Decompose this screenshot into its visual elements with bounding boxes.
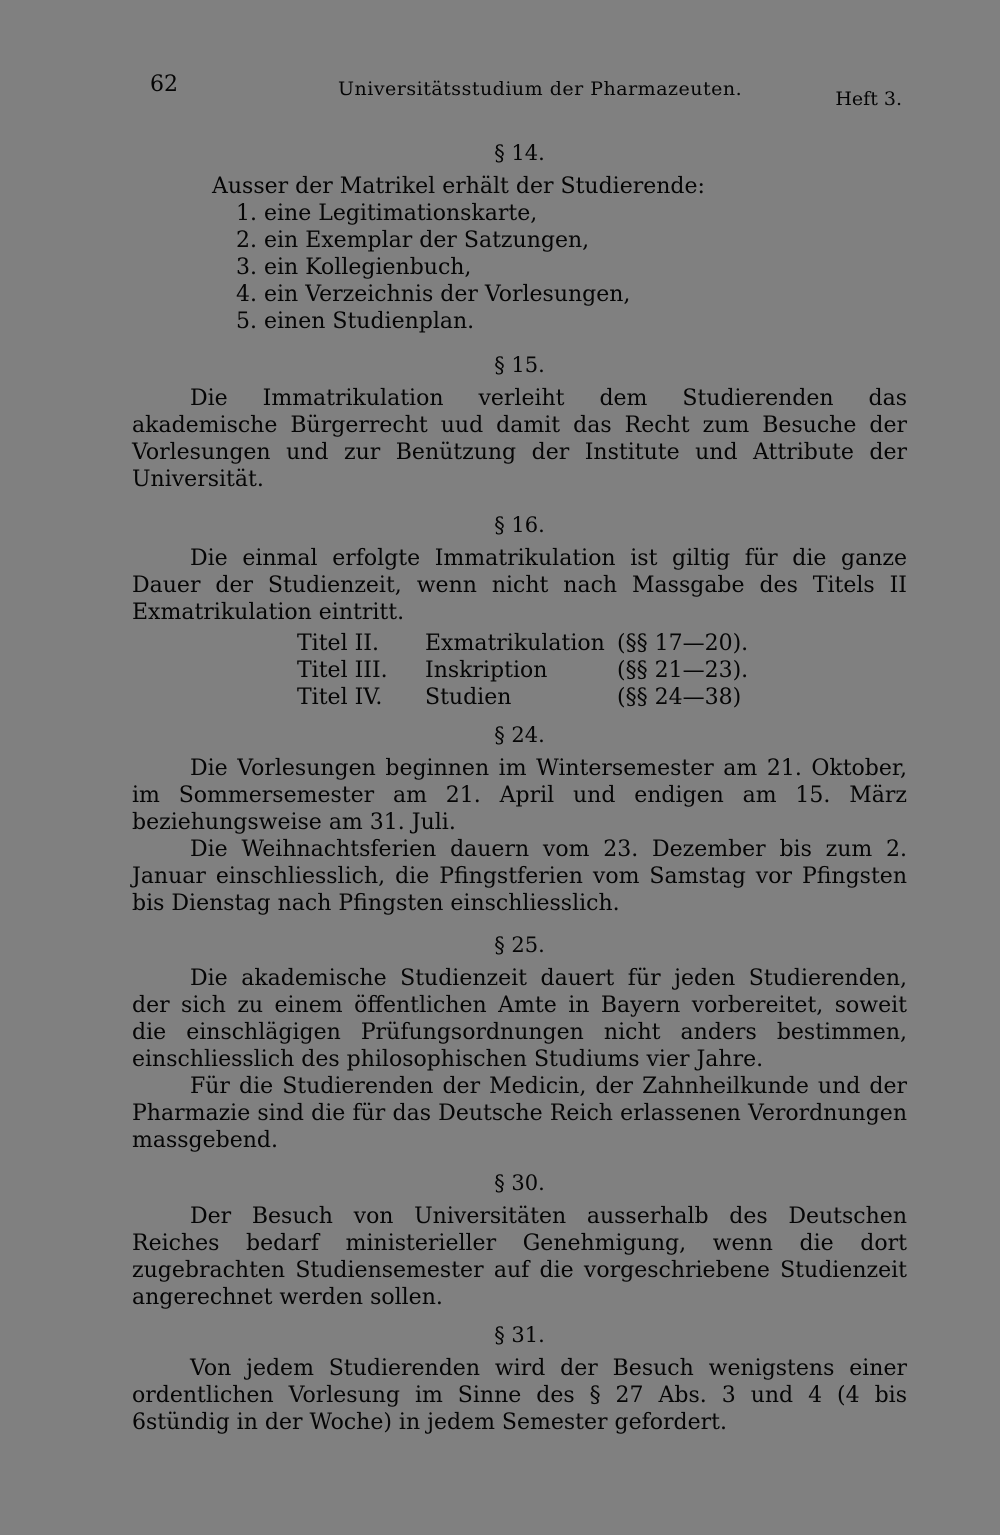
section-intro: Ausser der Matrikel erhält der Studierende: — [212, 174, 705, 199]
section-heading: § 31. — [494, 1323, 545, 1347]
section-heading: § 16. — [494, 513, 545, 537]
title-name: Inskription — [425, 658, 548, 683]
paragraph: Die Weihnachtsferien dauern vom 23. Dezember bis zum 2. Januar einschliesslich, die Pfingstferien vom Samstag vor Pfingsten bis Dienstag nach Pfingsten einschliesslich. — [132, 837, 907, 916]
page-header — [150, 68, 902, 108]
paragraph: Die akademische Studienzeit dauert für jeden Studierenden, der sich zu einem öffentlichen Amte in Bayern vorbereitet, soweit die einschlägigen Prüfungsordnungen nicht anders bestimmen, einschliesslich des philosophischen Studiums vier Jahre. — [132, 966, 907, 1072]
title-label: Titel II. — [297, 631, 379, 656]
page-number: 62 — [150, 72, 178, 97]
section-31 — [132, 1322, 907, 1436]
section-heading: § 14. — [494, 141, 545, 165]
title-range: (§§ 17—20). — [617, 631, 749, 656]
section-14 — [132, 140, 907, 335]
section-heading: § 25. — [494, 933, 545, 957]
title-label: Titel III. — [297, 658, 388, 683]
title-range: (§§ 21—23). — [617, 658, 749, 683]
table-row — [297, 657, 907, 684]
paragraph: Der Besuch von Universitäten ausserhalb des Deutschen Reiches bedarf ministerieller Genehmigung, wenn die dort zugebrachten Studiensemester auf die vorgeschriebene Studienzeit angerechnet werden sollen. — [132, 1204, 907, 1310]
list-item: 1. eine Legitimationskarte, — [236, 201, 538, 226]
table-row — [297, 630, 907, 657]
titles-table — [132, 630, 907, 711]
title-name: Studien — [425, 685, 512, 710]
title-range: (§§ 24—38) — [617, 685, 742, 710]
paragraph: Für die Studierenden der Medicin, der Zahnheilkunde und der Pharmazie sind die für das Deutsche Reich erlassenen Verordnungen massgebend. — [132, 1074, 907, 1153]
section-heading: § 15. — [494, 353, 545, 377]
list-item: 3. ein Kollegienbuch, — [236, 255, 472, 280]
paragraph: Die Immatrikulation verleiht dem Studierenden das akademische Bürgerrecht uud damit das Recht zum Besuche der Vorlesungen und zur Benützung der Institute und Attribute der Universität. — [132, 386, 907, 492]
title-label: Titel IV. — [297, 685, 383, 710]
section-24 — [132, 722, 907, 917]
item-list — [132, 200, 907, 335]
section-30 — [132, 1170, 907, 1311]
list-item: 2. ein Exemplar der Satzungen, — [236, 228, 590, 253]
title-name: Exmatrikulation — [425, 631, 605, 656]
list-item: 4. ein Verzeichnis der Vorlesungen, — [236, 282, 631, 307]
section-15 — [132, 352, 907, 493]
paragraph: Von jedem Studierenden wird der Besuch wenigstens einer ordentlichen Vorlesung im Sinne des § 27 Abs. 3 und 4 (4 bis 6stündig in der Woche) in jedem Semester gefordert. — [132, 1356, 907, 1435]
section-16 — [132, 512, 907, 717]
list-item: 5. einen Studienplan. — [236, 309, 475, 334]
section-heading: § 24. — [494, 723, 545, 747]
issue-label: Heft 3. — [835, 88, 902, 110]
paragraph: Die Vorlesungen beginnen im Wintersemester am 21. Oktober, im Sommersemester am 21. April und endigen am 15. März beziehungsweise am 31. Juli. — [132, 756, 907, 835]
paragraph: Die einmal erfolgte Immatrikulation ist giltig für die ganze Dauer der Studienzeit, wenn nicht nach Massgabe des Titels II Exmatrikulation eintritt. — [132, 546, 907, 625]
running-title: Universitätsstudium der Pharmazeuten. — [338, 78, 743, 100]
section-25 — [132, 932, 907, 1154]
section-heading: § 30. — [494, 1171, 545, 1195]
table-row — [297, 684, 907, 711]
